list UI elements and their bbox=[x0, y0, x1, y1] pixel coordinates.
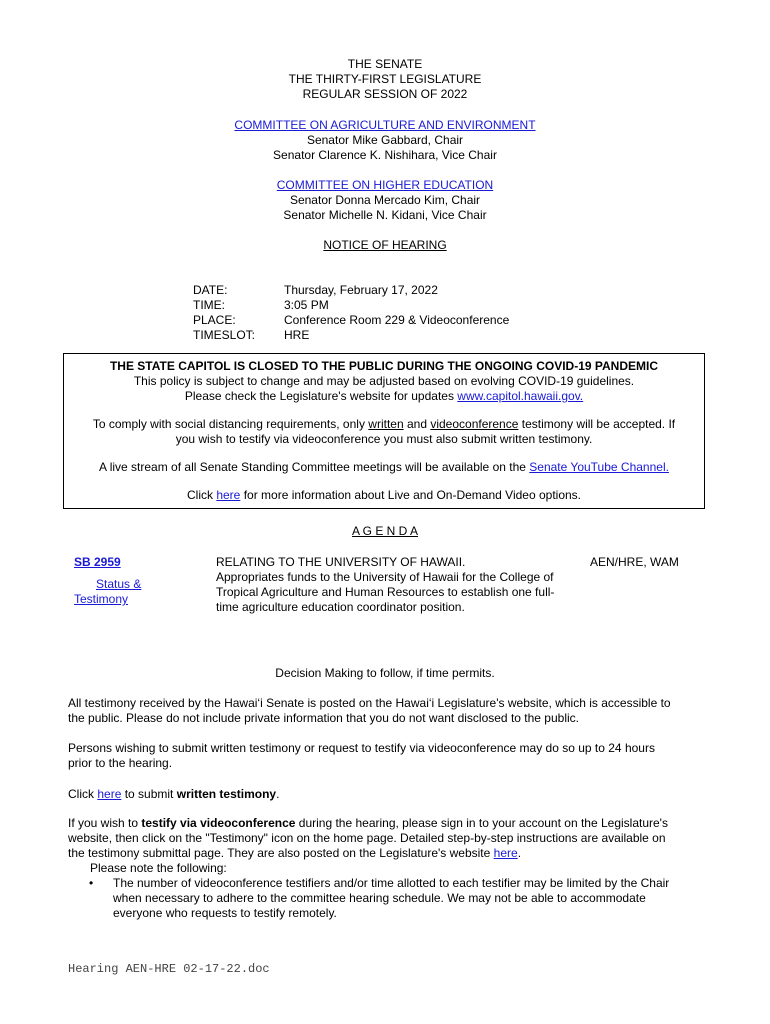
bullet-line-3: everyone who requests to testify remotely. bbox=[113, 906, 337, 920]
bullet-icon: • bbox=[89, 876, 94, 890]
legislature-title: THE THIRTY-FIRST LEGISLATURE bbox=[288, 72, 482, 86]
senate-title: THE SENATE bbox=[347, 57, 423, 71]
written-testimony-bold: written testimony bbox=[176, 787, 277, 801]
testimony-posted-line-1: All testimony received by the Hawai‘i Senate is posted on the Hawai‘i Legislature's website, which is accessible to bbox=[68, 696, 671, 710]
notice-title: NOTICE OF HEARING bbox=[323, 238, 447, 252]
capitol-website-link[interactable]: www.capitol.hawaii.gov. bbox=[457, 389, 584, 403]
date-label: DATE: bbox=[193, 283, 228, 297]
comply-prefix: To comply with social distancing requirements, only bbox=[92, 417, 369, 431]
bullet-item-testifier-limit bbox=[89, 876, 709, 921]
timeslot-value: HRE bbox=[284, 328, 310, 342]
bill-title: RELATING TO THE UNIVERSITY OF HAWAII. bbox=[216, 555, 466, 569]
hearing-details bbox=[193, 283, 509, 343]
comply-line bbox=[64, 417, 704, 432]
submit-suffix: . bbox=[276, 787, 280, 801]
submit-written-paragraph bbox=[68, 787, 708, 802]
senate-header bbox=[0, 57, 770, 102]
video-line-3-suffix: . bbox=[517, 846, 522, 860]
place-label: PLACE: bbox=[193, 313, 236, 327]
bill-desc-line-3: time agriculture education coordinator position. bbox=[216, 600, 465, 614]
place-value: Conference Room 229 & Videoconference bbox=[284, 313, 510, 327]
testimony-posted-paragraph bbox=[68, 696, 708, 726]
check-website-line bbox=[64, 389, 704, 404]
video-line-3: the testimony submittal page. They are also posted on the Legislature's website bbox=[68, 846, 494, 860]
bill-desc-line-1: Appropriates funds to the University of Hawaii for the College of bbox=[216, 570, 554, 584]
comply-suffix: testimony will be accepted. If bbox=[518, 417, 676, 431]
click-text: Click bbox=[186, 488, 217, 502]
video-line-2: website, then click on the "Testimony" icon on the home page. Detailed step-by-step instructions are available on bbox=[68, 831, 666, 845]
submit-middle-text: to submit bbox=[121, 787, 177, 801]
video-options-here-link[interactable]: here bbox=[216, 488, 241, 502]
testimony-posted-line-2: the public. Please do not include private information that you do not want disclosed to the public. bbox=[68, 711, 579, 725]
hearing-time-row bbox=[193, 298, 509, 313]
bill-links bbox=[74, 555, 154, 607]
bill-referral: AEN/HRE, WAM bbox=[590, 555, 679, 569]
policy-line: This policy is subject to change and may be adjusted based on evolving COVID-19 guidelines. bbox=[133, 374, 635, 388]
committee-chair: Senator Mike Gabbard, Chair bbox=[306, 133, 464, 147]
submit-click-text: Click bbox=[68, 787, 98, 801]
decision-making-block bbox=[0, 666, 770, 681]
session-title: REGULAR SESSION OF 2022 bbox=[302, 87, 468, 101]
notice-title-block bbox=[0, 238, 770, 253]
committee-chair: Senator Donna Mercado Kim, Chair bbox=[289, 193, 481, 207]
time-value: 3:05 PM bbox=[284, 298, 329, 312]
bullet-line-1: The number of videoconference testifiers and/or time allotted to each testifier may be limited by the Chair bbox=[113, 876, 670, 890]
hearing-timeslot-row bbox=[193, 328, 509, 343]
committee-higher-education-link[interactable]: COMMITTEE ON HIGHER EDUCATION bbox=[276, 178, 494, 192]
document-footer: Hearing AEN-HRE 02-17-22.doc bbox=[68, 962, 270, 976]
video-options-line bbox=[64, 488, 704, 503]
please-note: Please note the following: bbox=[90, 861, 227, 875]
persons-wishing-paragraph bbox=[68, 741, 708, 771]
time-label: TIME: bbox=[193, 298, 225, 312]
bill-status-link[interactable]: Status & bbox=[96, 577, 142, 591]
video-options-text: for more information about Live and On-Demand Video options. bbox=[240, 488, 581, 502]
date-value: Thursday, February 17, 2022 bbox=[284, 283, 438, 297]
agenda-title-block bbox=[0, 524, 770, 539]
check-website-text: Please check the Legislature's website for updates bbox=[184, 389, 458, 403]
stream-line bbox=[64, 460, 704, 475]
hearing-date-row bbox=[193, 283, 509, 298]
hearing-place-row bbox=[193, 313, 509, 328]
video-rest-1: during the hearing, please sign in to your account on the Legislature's bbox=[295, 816, 668, 830]
committee-vice-chair: Senator Clarence K. Nishihara, Vice Chair bbox=[273, 148, 497, 162]
covid-headline: THE STATE CAPITOL IS CLOSED TO THE PUBLIC DURING THE ONGOING COVID-19 PANDEMIC bbox=[109, 359, 659, 373]
bullet-line-2: when necessary to adhere to the committee hearing schedule. We may not be able to accommodate bbox=[113, 891, 646, 905]
committee-higher-education bbox=[0, 178, 770, 223]
bill-number-link[interactable]: SB 2959 bbox=[74, 555, 121, 569]
decision-making-text: Decision Making to follow, if time permits. bbox=[275, 666, 495, 680]
bill-desc-line-2: Tropical Agriculture and Human Resources to establish one full- bbox=[216, 585, 555, 599]
persons-wishing-line-2: prior to the hearing. bbox=[68, 756, 173, 770]
video-instructions-here-link[interactable]: here bbox=[493, 846, 518, 860]
bill-testimony-link[interactable]: Testimony bbox=[74, 592, 129, 606]
videoconference-word: videoconference bbox=[430, 417, 519, 431]
testify-video-bold: testify via videoconference bbox=[141, 816, 296, 830]
timeslot-label: TIMESLOT: bbox=[193, 328, 256, 342]
committee-agriculture bbox=[0, 118, 770, 163]
committee-agriculture-link[interactable]: COMMITTEE ON AGRICULTURE AND ENVIRONMENT bbox=[234, 118, 536, 132]
submit-written-here-link[interactable]: here bbox=[97, 787, 122, 801]
written-word: written bbox=[368, 417, 404, 431]
committee-vice-chair: Senator Michelle N. Kidani, Vice Chair bbox=[283, 208, 487, 222]
persons-wishing-line-1: Persons wishing to submit written testimony or request to testify via videoconference may do so up to 24 hours bbox=[68, 741, 655, 755]
agenda-title: A G E N D A bbox=[351, 524, 419, 538]
youtube-channel-link[interactable]: Senate YouTube Channel. bbox=[529, 460, 669, 474]
video-prefix: If you wish to bbox=[68, 816, 142, 830]
covid-notice-box bbox=[63, 353, 705, 509]
stream-text: A live stream of all Senate Standing Committee meetings will be available on the bbox=[99, 460, 530, 474]
comply-line-2: you wish to testify via videoconference you must also submit written testimony. bbox=[175, 432, 593, 446]
comply-and: and bbox=[403, 417, 431, 431]
videoconference-paragraph bbox=[68, 816, 708, 876]
bill-description bbox=[216, 555, 581, 615]
